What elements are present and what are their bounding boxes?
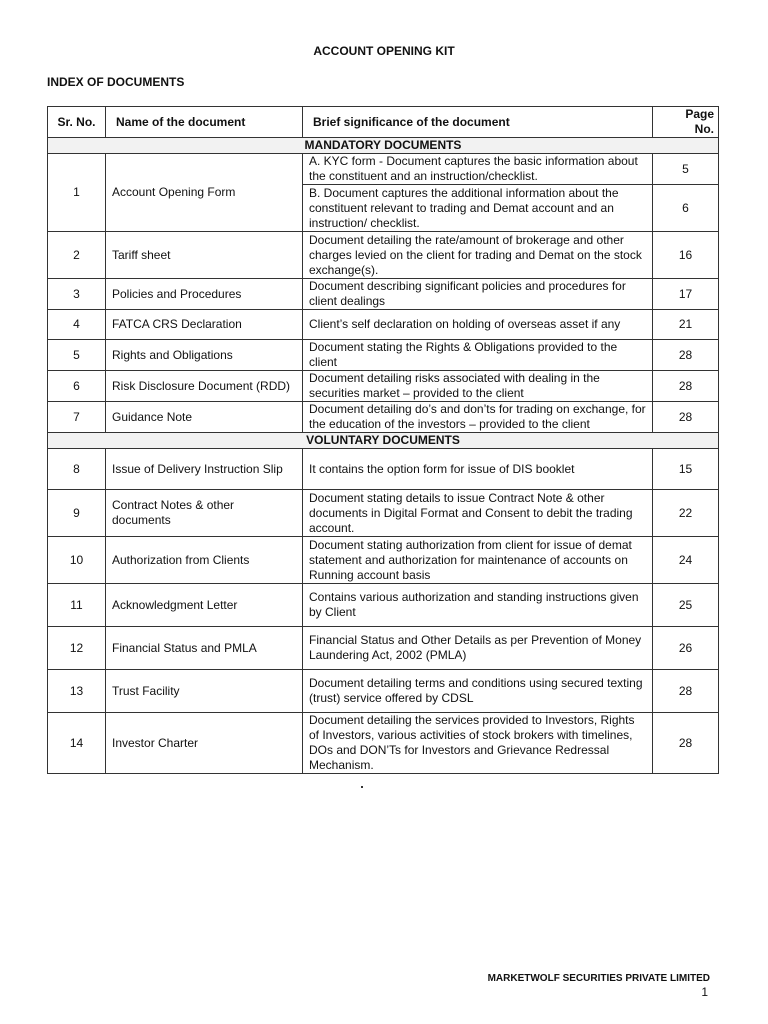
section-label-voluntary: VOLUNTARY DOCUMENTS	[48, 433, 719, 449]
page-no-cell: 25	[653, 584, 719, 627]
table-row	[48, 310, 719, 340]
page-no-cell: 28	[653, 713, 719, 774]
sr-no-cell: 4	[48, 310, 106, 340]
sr-no-cell: 13	[48, 670, 106, 713]
significance-cell: Document detailing do’s and don’ts for trading on exchange, for the education of the investors – provided to the client	[303, 402, 653, 433]
table-row	[48, 490, 719, 537]
sr-no-cell: 5	[48, 340, 106, 371]
significance-cell: Document stating the Rights & Obligations provided to the client	[303, 340, 653, 371]
significance-cell: It contains the option form for issue of DIS booklet	[303, 449, 653, 490]
section-row-mandatory	[48, 138, 719, 154]
document-name-cell: Trust Facility	[106, 670, 303, 713]
sr-no-cell: 6	[48, 371, 106, 402]
page-no-cell: 22	[653, 490, 719, 537]
documents-index-table	[47, 106, 719, 774]
header-significance: Brief significance of the document	[303, 107, 653, 138]
significance-cell: Document detailing terms and conditions using secured texting (trust) service offered by CDSL	[303, 670, 653, 713]
page-no-cell: 28	[653, 402, 719, 433]
sr-no-cell: 2	[48, 232, 106, 279]
significance-cell: Document stating details to issue Contract Note & other documents in Digital Format and Consent to debit the trading account.	[303, 490, 653, 537]
section-row-voluntary	[48, 433, 719, 449]
document-name-cell: Investor Charter	[106, 713, 303, 774]
page-no-cell: 26	[653, 627, 719, 670]
page-no-cell: 28	[653, 340, 719, 371]
significance-cell: Contains various authorization and standing instructions given by Client	[303, 584, 653, 627]
table-row	[48, 670, 719, 713]
table-row	[48, 340, 719, 371]
document-name-cell: Account Opening Form	[106, 154, 303, 232]
header-page-no: Page No.	[653, 107, 719, 138]
document-name-cell: Acknowledgment Letter	[106, 584, 303, 627]
page-no-cell: 28	[653, 670, 719, 713]
significance-cell: Client’s self declaration on holding of overseas asset if any	[303, 310, 653, 340]
sr-no-cell: 12	[48, 627, 106, 670]
table-row	[48, 584, 719, 627]
section-label-mandatory: MANDATORY DOCUMENTS	[48, 138, 719, 154]
sr-no-cell: 9	[48, 490, 106, 537]
table-header-row	[48, 107, 719, 138]
significance-cell: Document detailing the services provided to Investors, Rights of Investors, various activities of stock brokers with timelines, DOs and DON’Ts for Investors and Grievance Redressal Mechanism.	[303, 713, 653, 774]
stray-dot	[361, 786, 363, 788]
document-name-cell: Tariff sheet	[106, 232, 303, 279]
document-name-cell: Issue of Delivery Instruction Slip	[106, 449, 303, 490]
significance-cell: Document detailing the rate/amount of brokerage and other charges levied on the client for trading and Demat on the stock exchange(s).	[303, 232, 653, 279]
table-row	[48, 154, 719, 185]
page-no-cell: 17	[653, 279, 719, 310]
sr-no-cell: 10	[48, 537, 106, 584]
sr-no-cell: 1	[48, 154, 106, 232]
document-name-cell: Authorization from Clients	[106, 537, 303, 584]
table-row	[48, 449, 719, 490]
document-name-cell: Policies and Procedures	[106, 279, 303, 310]
index-heading: INDEX OF DOCUMENTS	[47, 75, 185, 89]
page-no-cell: 28	[653, 371, 719, 402]
sr-no-cell: 11	[48, 584, 106, 627]
page-no-cell: 16	[653, 232, 719, 279]
significance-cell: Document detailing risks associated with dealing in the securities market – provided to the client	[303, 371, 653, 402]
significance-cell: Document describing significant policies and procedures for client dealings	[303, 279, 653, 310]
header-document-name: Name of the document	[106, 107, 303, 138]
sr-no-cell: 3	[48, 279, 106, 310]
table-row	[48, 537, 719, 584]
header-sr-no: Sr. No.	[48, 107, 106, 138]
sr-no-cell: 8	[48, 449, 106, 490]
table-row	[48, 279, 719, 310]
page-no-cell: 6	[653, 185, 719, 232]
table-row	[48, 232, 719, 279]
document-name-cell: Risk Disclosure Document (RDD)	[106, 371, 303, 402]
sr-no-cell: 14	[48, 713, 106, 774]
significance-cell: Financial Status and Other Details as per Prevention of Money Laundering Act, 2002 (PMLA)	[303, 627, 653, 670]
table-row	[48, 627, 719, 670]
table-row	[48, 371, 719, 402]
document-name-cell: Financial Status and PMLA	[106, 627, 303, 670]
significance-cell: B. Document captures the additional information about the constituent relevant to trading and Demat account and an instruction/ checklist.	[303, 185, 653, 232]
page-no-cell: 21	[653, 310, 719, 340]
significance-cell: A. KYC form - Document captures the basic information about the constituent and an instruction/checklist.	[303, 154, 653, 185]
page-number: 1	[701, 985, 708, 999]
document-name-cell: Contract Notes & other documents	[106, 490, 303, 537]
company-footer: MARKETWOLF SECURITIES PRIVATE LIMITED	[487, 973, 710, 984]
page-no-cell: 15	[653, 449, 719, 490]
document-title: ACCOUNT OPENING KIT	[313, 44, 455, 58]
document-name-cell: Guidance Note	[106, 402, 303, 433]
page-no-cell: 24	[653, 537, 719, 584]
table-row	[48, 713, 719, 774]
sr-no-cell: 7	[48, 402, 106, 433]
table-row	[48, 402, 719, 433]
significance-cell: Document stating authorization from client for issue of demat statement and authorization for maintenance of accounts on Running account basis	[303, 537, 653, 584]
page-no-cell: 5	[653, 154, 719, 185]
document-name-cell: Rights and Obligations	[106, 340, 303, 371]
document-name-cell: FATCA CRS Declaration	[106, 310, 303, 340]
